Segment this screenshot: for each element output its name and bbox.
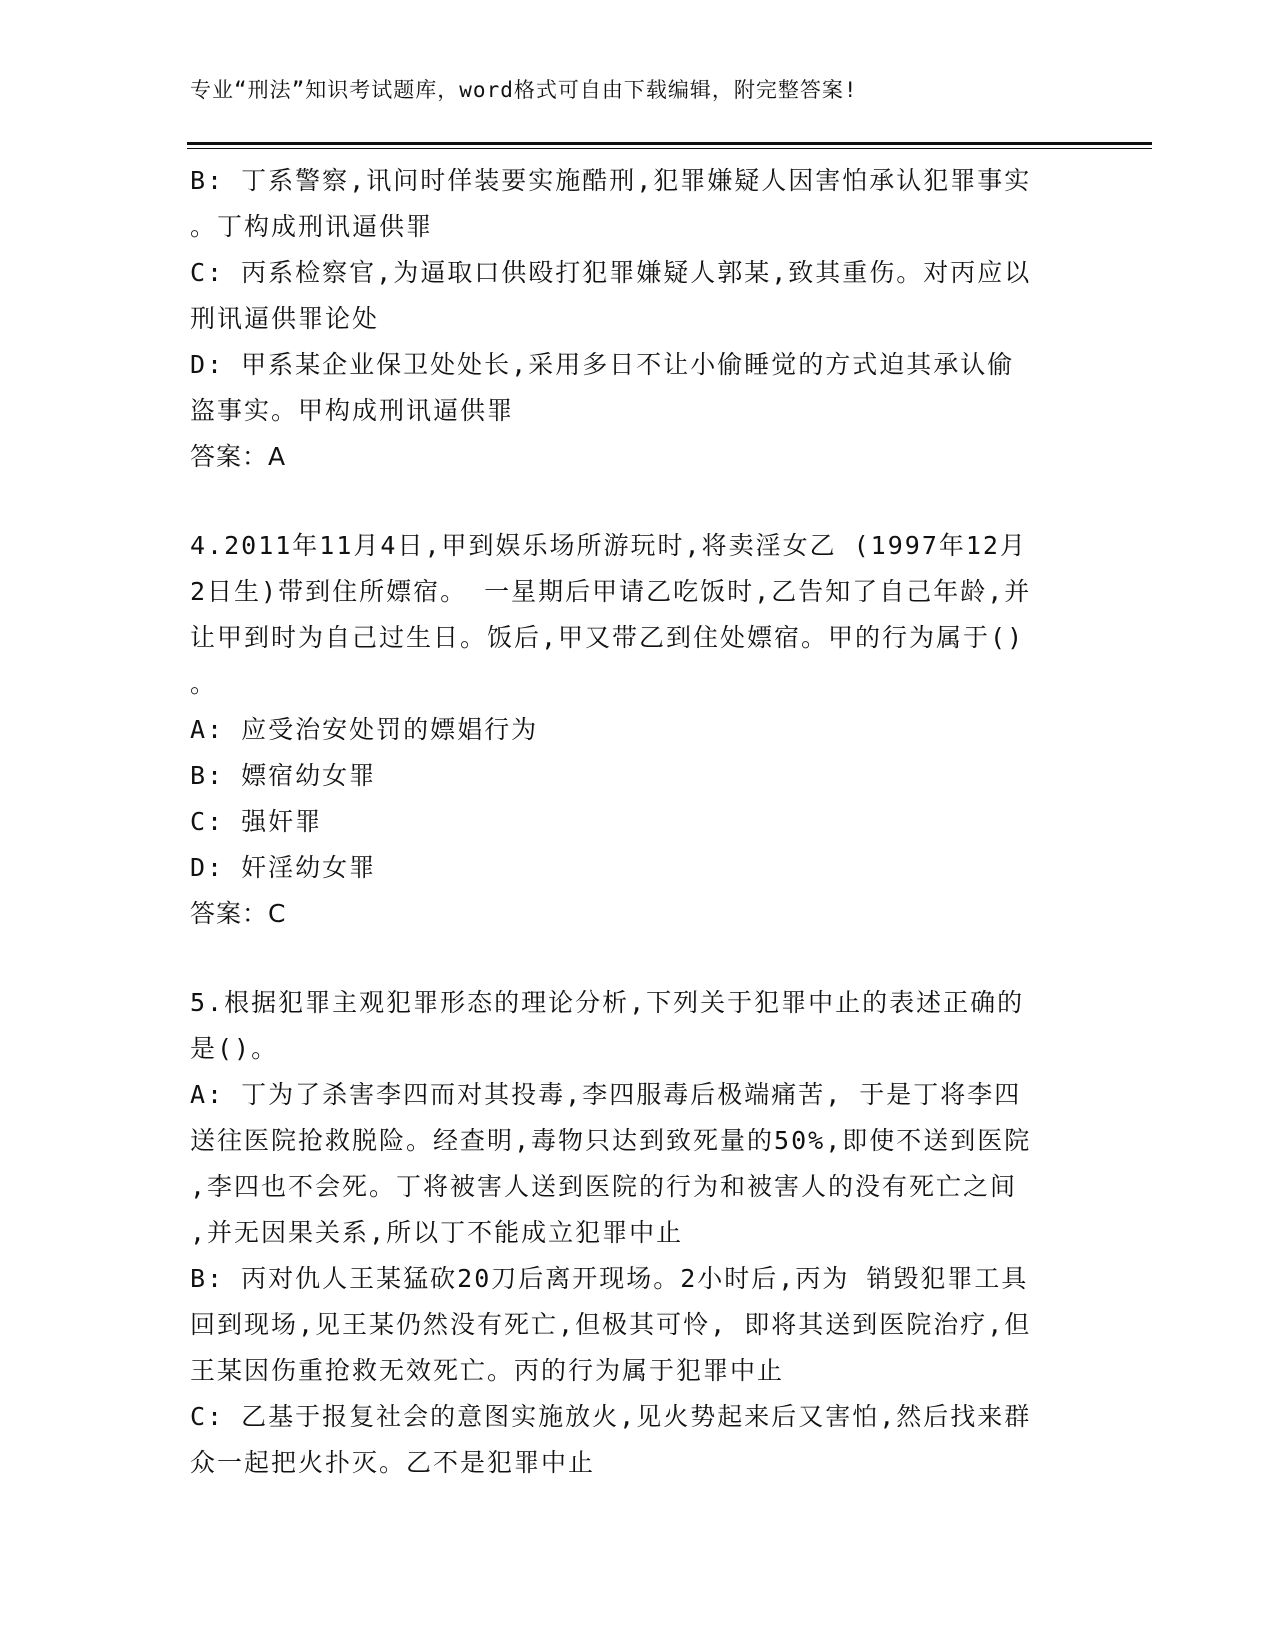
option-d	[190, 342, 1090, 434]
option-a	[190, 1072, 1090, 1256]
text-line: 盗事实。甲构成刑讯逼供罪	[190, 396, 515, 425]
text-line: 刑讯逼供罪论处	[190, 304, 380, 333]
document-body	[190, 158, 1090, 1486]
text-line: 。丁构成刑讯逼供罪	[190, 212, 434, 241]
text-line: ,李四也不会死。丁将被害人送到医院的行为和被害人的没有死亡之间	[190, 1172, 1018, 1201]
question-4	[190, 523, 1090, 937]
answer-label: 答案：C	[190, 899, 287, 928]
option-b	[190, 158, 1090, 250]
spacer	[190, 480, 1090, 523]
text-line: 5.根据犯罪主观犯罪形态的理论分析,下列关于犯罪中止的表述正确的	[190, 988, 1025, 1017]
text-line: C: 丙系检察官,为逼取口供殴打犯罪嫌疑人郭某,致其重伤。对丙应以	[190, 258, 1032, 287]
text-line: 2日生)带到住所嫖宿。 一星期后甲请乙吃饭时,乙告知了自己年龄,并	[190, 577, 1032, 606]
option-c	[190, 1394, 1090, 1486]
text-line: 众一起把火扑灭。乙不是犯罪中止	[190, 1448, 596, 1477]
text-line: 回到现场,见王某仍然没有死亡,但极其可怜, 即将其送到医院治疗,但	[190, 1310, 1032, 1339]
question-3	[190, 158, 1090, 480]
text-line: B: 丙对仇人王某猛砍20刀后离开现场。2小时后,丙为 销毁犯罪工具	[190, 1264, 1029, 1293]
text-line: ,并无因果关系,所以丁不能成立犯罪中止	[190, 1218, 684, 1247]
option-c: C: 强奸罪	[190, 807, 323, 836]
question-stem	[190, 980, 1090, 1072]
option-b: B: 嫖宿幼女罪	[190, 761, 377, 790]
text-line: A: 丁为了杀害李四而对其投毒,李四服毒后极端痛苦, 于是丁将李四	[190, 1080, 1022, 1109]
header-rule-thick	[187, 142, 1152, 145]
option-d: D: 奸淫幼女罪	[190, 853, 377, 882]
text-line: D: 甲系某企业保卫处处长,采用多日不让小偷睡觉的方式迫其承认偷	[190, 350, 1015, 379]
text-line: 送往医院抢救脱险。经查明,毒物只达到致死量的50%,即使不送到医院	[190, 1126, 1032, 1155]
text-line: 让甲到时为自己过生日。饭后,甲又带乙到住处嫖宿。甲的行为属于()	[190, 623, 1025, 652]
page-header: 专业“刑法”知识考试题库，word格式可自由下载编辑，附完整答案!	[190, 78, 858, 102]
text-line: 4.2011年11月4日,甲到娱乐场所游玩时,将卖淫女乙 (1997年12月	[190, 531, 1027, 560]
spacer	[190, 937, 1090, 980]
text-line: B: 丁系警察,讯问时佯装要实施酷刑,犯罪嫌疑人因害怕承认犯罪事实	[190, 166, 1032, 195]
option-a: A: 应受治安处罚的嫖娼行为	[190, 715, 539, 744]
text-line: C: 乙基于报复社会的意图实施放火,见火势起来后又害怕,然后找来群	[190, 1402, 1032, 1431]
question-5	[190, 980, 1090, 1486]
text-line: 是()。	[190, 1034, 279, 1063]
option-b	[190, 1256, 1090, 1394]
header-rule-thin	[187, 148, 1152, 149]
answer-label: 答案：A	[190, 442, 287, 471]
question-stem	[190, 523, 1090, 707]
text-line: 王某因伤重抢救无效死亡。丙的行为属于犯罪中止	[190, 1356, 785, 1385]
option-c	[190, 250, 1090, 342]
text-line: 。	[190, 669, 218, 698]
